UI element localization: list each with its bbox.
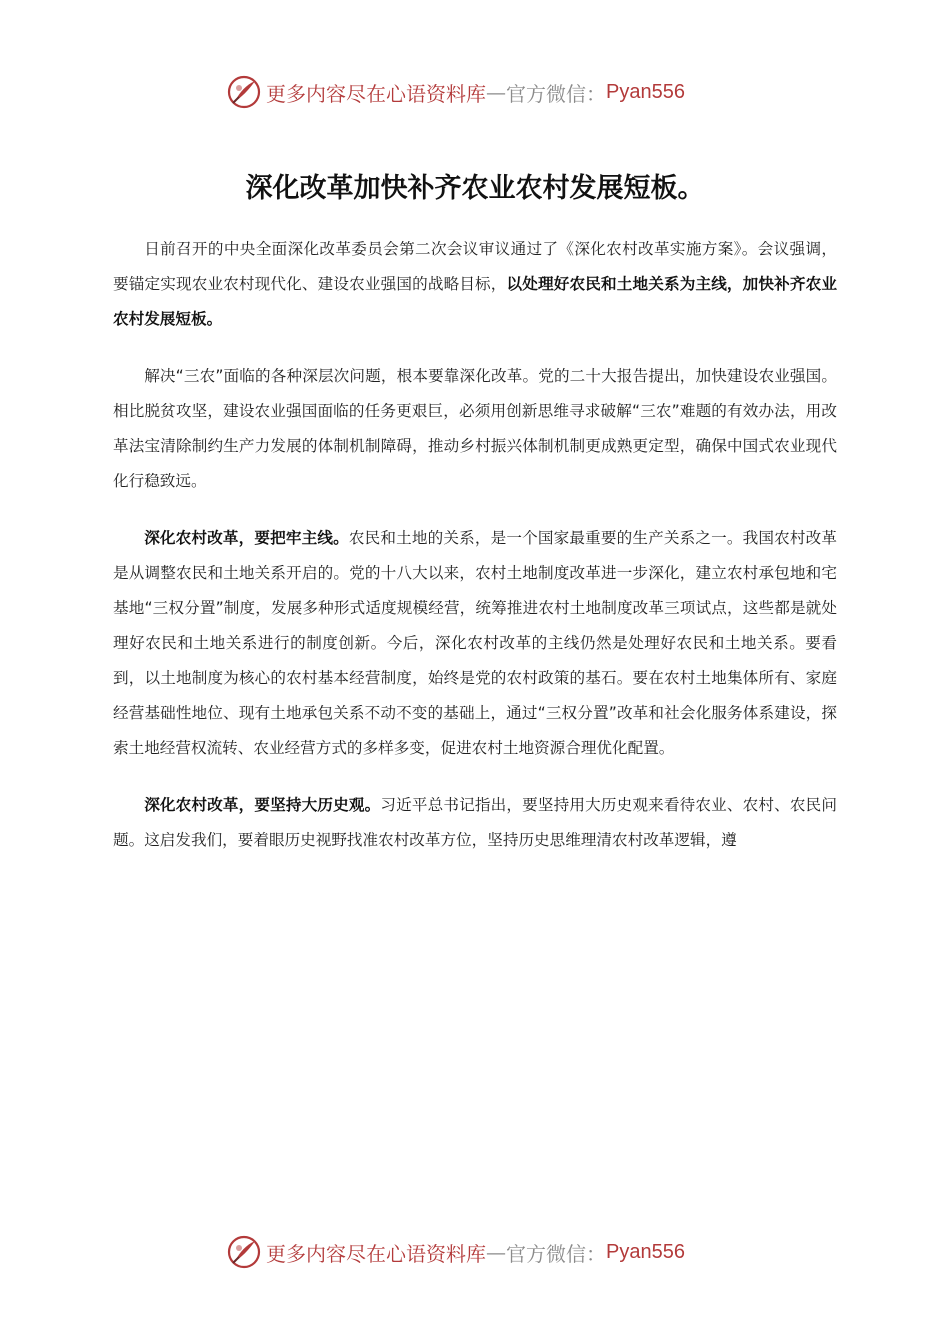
footer-banner xyxy=(226,1232,746,1272)
feather-logo-icon xyxy=(226,1234,262,1270)
paragraph-4-bold: 深化农村改革，要坚持大历史观。 xyxy=(144,796,381,814)
paragraph-2 xyxy=(113,359,837,499)
paragraph-3-text: 农民和土地的关系，是一个国家最重要的生产关系之一。我国农村改革是从调整农民和土地关系开启的。党的十八大以来，农村土地制度改革进一步深化，建立农村承包地和宅基地“三权分置”制度，发展多种形式适度规模经营，统筹推进农村土地制度改革三项试点，这些都是就处理好农民和土地关系进行的制度创新。今后，深化农村改革的主线仍然是处理好农民和土地关系。要看到，以土地制度为核心的农村基本经营制度，始终是党的农村政策的基石。要在农村土地集体所有、家庭经营基础性地位、现有土地承包关系不动不变的基础上，通过“三权分置”改革和社会化服务体系建设，探索土地经营权流转、农业经营方式的多样多变，促进农村土地资源合理优化配置。 xyxy=(113,529,837,757)
paragraph-3-bold: 深化农村改革，要把牢主线。 xyxy=(144,529,349,547)
paragraph-2-text: 解决“三农”面临的各种深层次问题，根本要靠深化改革。党的二十大报告提出，加快建设农业强国。相比脱贫攻坚，建设农业强国面临的任务更艰巨，必须用创新思维寻求破解“三农”难题的有效办法，用改革法宝清除制约生产力发展的体制机制障碍，推动乡村振兴体制机制更成熟更定型，确保中国式农业现代化行稳致远。 xyxy=(113,367,837,490)
banner-main-text: 更多内容尽在心语资料库 xyxy=(266,1241,486,1266)
paragraph-1 xyxy=(113,232,837,337)
paragraph-4-text: 习近平总书记指出，要坚持用大历史观来看待农业、农村、农民问题。这启发我们，要着眼历史视野找准农村改革方位，坚持历史思维理清农村改革逻辑，遵 xyxy=(113,796,837,849)
banner-main-text: 更多内容尽在心语资料库 xyxy=(266,81,486,106)
banner-sub-text: 官方微信： xyxy=(506,1241,606,1266)
header-banner xyxy=(226,72,746,112)
banner-dash: — xyxy=(486,1240,506,1264)
paragraph-1-bold: 以处理好农民和土地关系为主线，加快补齐农业农村发展短板。 xyxy=(113,275,837,328)
banner-sub-text: 官方微信： xyxy=(506,81,606,106)
page-title: 深化改革加快补齐农业农村发展短板。 xyxy=(245,173,705,204)
paragraph-3 xyxy=(113,521,837,766)
article-body xyxy=(113,232,837,880)
paragraph-1-text: 日前召开的中央全面深化改革委员会第二次会议审议通过了《深化农村改革实施方案》。会议强调，要锚定实现农业农村现代化、建设农业强国的战略目标， xyxy=(113,240,837,293)
paragraph-4 xyxy=(113,788,837,858)
feather-logo-icon xyxy=(226,74,262,110)
banner-dash: — xyxy=(486,80,506,104)
banner-wechat-id: Pyan556 xyxy=(606,1240,685,1263)
banner-wechat-id: Pyan556 xyxy=(606,80,685,103)
